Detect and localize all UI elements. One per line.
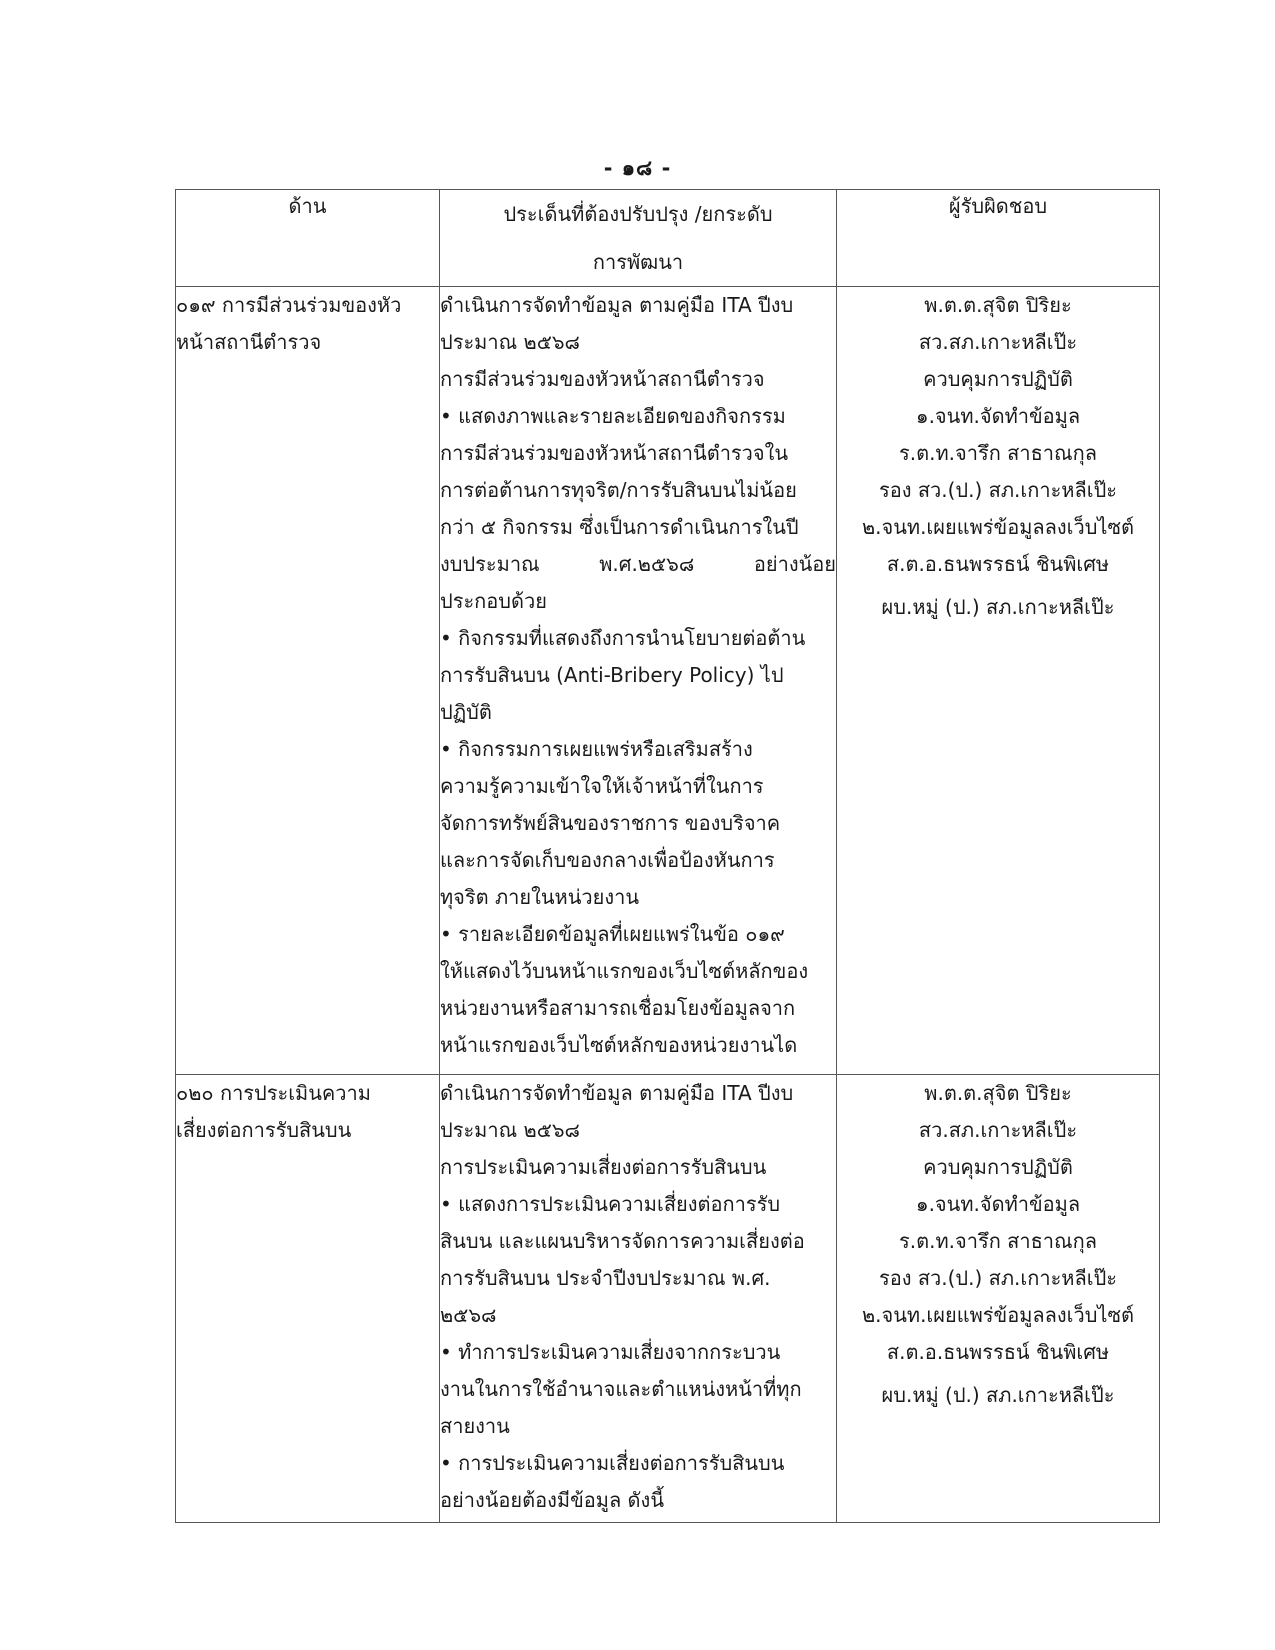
row2-issue-line: ประมาณ ๒๕๖๘ [440, 1118, 580, 1142]
row1-issue-line: • กิจกรรมที่แสดงถึงการนำนโยบายต่อต้าน [440, 626, 806, 650]
row2-responsible-line: พ.ต.ต.สุจิต ปิริยะ [924, 1081, 1072, 1105]
row2-responsible-line: ๑.จนท.จัดทำข้อมูล [915, 1192, 1081, 1216]
row2-aspect-cell [176, 1075, 440, 1523]
row1-issue-line: • รายละเอียดข้อมูลที่เผยแพร่ในข้อ ๐๑๙ [440, 922, 785, 946]
improvement-plan-table [175, 189, 1160, 1523]
row2-aspect-line: เสี่ยงต่อการรับสินบน [176, 1118, 352, 1142]
row1-issue-line: การรับสินบน (Anti-Bribery Policy) ไป [440, 663, 784, 687]
row1-responsible-line: ๒.จนท.เผยแพร่ข้อมูลลงเว็บไซต์ [861, 515, 1135, 539]
row1-issue-cell [440, 287, 837, 1075]
row2-issue-line: การประเมินความเสี่ยงต่อการรับสินบน [440, 1155, 767, 1179]
row2-responsible-line: สว.สภ.เกาะหลีเป๊ะ [918, 1118, 1078, 1142]
row2-issue-line: งานในการใช้อำนาจและตำแหน่งหน้าที่ทุก [440, 1377, 802, 1401]
row1-issue-line: การมีส่วนร่วมของหัวหน้าสถานีตำรวจใน [440, 441, 789, 465]
row1-issue-line: และการจัดเก็บของกลางเพื่อป้องหันการ [440, 848, 775, 872]
row1-responsible-cell [837, 287, 1160, 1075]
row2-issue-line: สายงาน [440, 1414, 510, 1438]
row1-issue-line: ให้แสดงไว้บนหน้าแรกของเว็บไซต์หลักของ [440, 959, 809, 983]
row2-issue-line: • การประเมินความเสี่ยงต่อการรับสินบน [440, 1451, 785, 1475]
row1-aspect-cell [176, 287, 440, 1075]
row1-responsible-line: ผบ.หมู่ (ป.) สภ.เกาะหลีเป๊ะ [881, 595, 1115, 619]
row1-responsible-line: รอง สว.(ป.) สภ.เกาะหลีเป๊ะ [878, 478, 1118, 502]
table-row [176, 287, 1160, 1075]
row2-responsible-line: ๒.จนท.เผยแพร่ข้อมูลลงเว็บไซต์ [861, 1303, 1135, 1327]
row1-issue-line: ประกอบด้วย [440, 589, 547, 613]
row1-issue-line: งบประมาณ พ.ศ.๒๕๖๘ อย่างน้อย [440, 552, 836, 576]
row1-responsible-line: ส.ต.อ.ธนพรรธน์ ชินพิเศษ [886, 552, 1110, 576]
row2-issue-line: ดำเนินการจัดทำข้อมูล ตามคู่มือ ITA ปีงบ [440, 1081, 794, 1105]
row2-issue-line: ๒๕๖๘ [440, 1303, 497, 1327]
header-aspect: ด้าน [176, 190, 440, 287]
row2-issue-line: สินบน และแผนบริหารจัดการความเสี่ยงต่อ [440, 1229, 805, 1253]
row2-issue-line: • แสดงการประเมินความเสี่ยงต่อการรับ [440, 1192, 781, 1216]
row1-issue-line: ดำเนินการจัดทำข้อมูล ตามคู่มือ ITA ปีงบ [440, 293, 794, 317]
header-issue-line2: การพัฒนา [592, 250, 684, 274]
row2-issue-cell [440, 1075, 837, 1523]
row2-aspect-line: ๐๒๐ การประเมินความ [176, 1081, 371, 1105]
row1-responsible-line: พ.ต.ต.สุจิต ปิริยะ [924, 293, 1072, 317]
row2-responsible-cell [837, 1075, 1160, 1523]
row1-aspect-line: หน้าสถานีตำรวจ [176, 330, 322, 354]
row1-aspect-line: ๐๑๙ การมีส่วนร่วมของหัว [176, 293, 402, 317]
table-header-row [176, 190, 1160, 287]
row2-responsible-line: ร.ต.ท.จารึก สาธาณกุล [899, 1229, 1097, 1253]
row1-issue-line: ความรู้ความเข้าใจให้เจ้าหน้าที่ในการ [440, 774, 764, 798]
row2-responsible-line: ส.ต.อ.ธนพรรธน์ ชินพิเศษ [886, 1340, 1110, 1364]
row1-issue-line: ประมาณ ๒๕๖๘ [440, 330, 580, 354]
row1-issue-line: หน่วยงานหรือสามารถเชื่อมโยงข้อมูลจาก [440, 996, 796, 1020]
row1-issue-line: หน้าแรกของเว็บไซต์หลักของหน่วยงานได [440, 1033, 798, 1057]
row1-issue-line: การต่อต้านการทุจริต/การรับสินบนไม่น้อย [440, 478, 797, 502]
header-responsible: ผู้รับผิดชอบ [837, 190, 1160, 287]
row2-issue-line: การรับสินบน ประจำปีงบประมาณ พ.ศ. [440, 1266, 771, 1290]
row2-issue-line: • ทำการประเมินความเสี่ยงจากกระบวน [440, 1340, 781, 1364]
row1-responsible-line: ควบคุมการปฏิบัติ [923, 367, 1073, 391]
row1-issue-line: • กิจกรรมการเผยแพร่หรือเสริมสร้าง [440, 737, 753, 761]
row1-issue-line: ทุจริต ภายในหน่วยงาน [440, 885, 640, 909]
row2-issue-line: อย่างน้อยต้องมีข้อมูล ดังนี้ [440, 1488, 664, 1512]
row1-responsible-line: ร.ต.ท.จารึก สาธาณกุล [899, 441, 1097, 465]
row1-issue-line: จัดการทรัพย์สินของราชการ ของบริจาค [440, 811, 781, 835]
row2-responsible-line: รอง สว.(ป.) สภ.เกาะหลีเป๊ะ [878, 1266, 1118, 1290]
row2-responsible-line: ควบคุมการปฏิบัติ [923, 1155, 1073, 1179]
row1-issue-line: • แสดงภาพและรายละเอียดของกิจกรรม [440, 404, 786, 428]
row1-issue-line: ปฏิบัติ [440, 700, 492, 724]
page-number: - ๑๘ - [603, 156, 672, 180]
row1-issue-line: การมีส่วนร่วมของหัวหน้าสถานีตำรวจ [440, 367, 765, 391]
row1-responsible-line: ๑.จนท.จัดทำข้อมูล [915, 404, 1081, 428]
header-issue [440, 190, 837, 287]
row2-responsible-line: ผบ.หมู่ (ป.) สภ.เกาะหลีเป๊ะ [881, 1383, 1115, 1407]
row1-issue-line: กว่า ๕ กิจกรรม ซึ่งเป็นการดำเนินการในปี [440, 515, 799, 539]
row1-responsible-line: สว.สภ.เกาะหลีเป๊ะ [918, 330, 1078, 354]
table-row [176, 1075, 1160, 1523]
header-issue-line1: ประเด็นที่ต้องปรับปรุง /ยกระดับ [503, 202, 773, 226]
